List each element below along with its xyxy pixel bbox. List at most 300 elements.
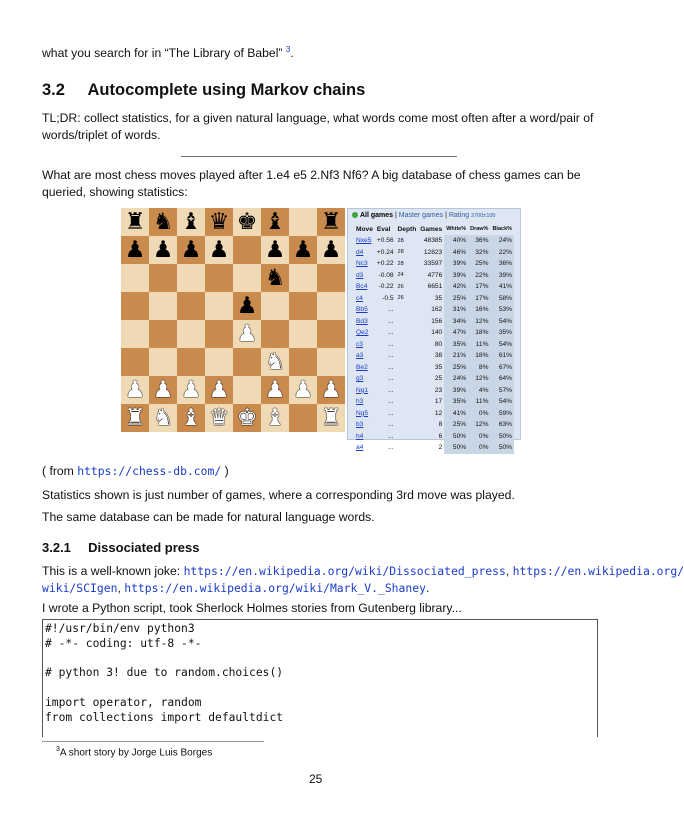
stats-note: Statistics shown is just number of games, where a corresponding 3rd move was played.: [42, 488, 515, 502]
cell-draw-pct: 36%: [468, 235, 490, 247]
board-square[interactable]: [261, 376, 289, 404]
col-move[interactable]: Move: [356, 225, 373, 233]
footnote: [56, 743, 212, 759]
board-square[interactable]: [289, 404, 317, 432]
cell-move[interactable]: a3: [356, 352, 364, 360]
cell-white-pct: 25%: [444, 293, 468, 305]
board-square[interactable]: [121, 292, 149, 320]
cell-games: 4776: [427, 271, 443, 279]
black-pawn-icon[interactable]: ♟: [264, 237, 286, 263]
stats-body: [354, 235, 514, 454]
board-square[interactable]: [149, 404, 177, 432]
cell-black-pct: 57%: [490, 385, 514, 397]
board-square[interactable]: [121, 404, 149, 432]
cell-draw-pct: 18%: [468, 350, 490, 362]
cell-move[interactable]: Qe2: [356, 329, 369, 337]
board-square[interactable]: [289, 208, 317, 236]
stats-row[interactable]: [354, 258, 514, 270]
cell-move[interactable]: Bc4: [356, 283, 368, 291]
board-square[interactable]: [205, 404, 233, 432]
cell-eval: ...: [388, 306, 394, 314]
board-square[interactable]: [121, 376, 149, 404]
cell-move[interactable]: h3: [356, 398, 364, 406]
chess-question: What are most chess moves played after 1.e4 e5 2.Nf3 Nf6? A big database of chess games can be queried, showing statistics:: [42, 168, 581, 199]
board-square[interactable]: [261, 348, 289, 376]
cell-move[interactable]: Nxe5: [356, 237, 372, 245]
cell-move[interactable]: Be2: [356, 363, 368, 371]
intro-line: [42, 41, 602, 62]
cell-white-pct: 25%: [444, 419, 468, 431]
source-open: ( from: [42, 464, 78, 478]
cell-draw-pct: 18%: [468, 327, 490, 339]
board-square[interactable]: [317, 264, 345, 292]
board-square[interactable]: [233, 236, 261, 264]
cell-black-pct: 24%: [490, 235, 514, 247]
stats-row[interactable]: [354, 385, 514, 397]
board-square[interactable]: [149, 292, 177, 320]
board-square[interactable]: [177, 236, 205, 264]
cell-games: 162: [431, 306, 443, 314]
tldr-paragraph: TL;DR: collect statistics, for a given natural language, what words come most often after a word/pair of words/triplet of words.: [42, 111, 594, 142]
cell-eval: +0.24: [376, 248, 394, 256]
white-bishop-icon[interactable]: ♝: [180, 405, 202, 431]
cell-depth: 28: [397, 249, 404, 256]
white-rook-icon[interactable]: ♜: [124, 405, 146, 431]
cell-move[interactable]: g3: [356, 375, 364, 383]
col-black[interactable]: Black%: [492, 226, 513, 232]
cell-games: 23: [434, 386, 443, 394]
footnote-text: A short story by Jorge Luis Borges: [59, 747, 213, 759]
source-line: [42, 463, 229, 480]
stats-row[interactable]: [354, 442, 514, 454]
cell-black-pct: 67%: [490, 362, 514, 374]
cell-eval: ...: [388, 409, 394, 417]
tab-master-games[interactable]: Master games: [398, 212, 444, 219]
white-pawn-icon[interactable]: ♟: [152, 377, 174, 403]
col-eval[interactable]: Eval: [376, 225, 391, 233]
board-square[interactable]: [121, 236, 149, 264]
board-square[interactable]: [149, 236, 177, 264]
col-draw[interactable]: Draw%: [470, 226, 489, 232]
section-heading: [42, 81, 365, 100]
code-line: from collections import defaultdict: [45, 710, 284, 724]
cell-games: 35: [434, 294, 443, 302]
board-square[interactable]: [205, 320, 233, 348]
section-title: Autocomplete using Markov chains: [87, 81, 366, 99]
board-square[interactable]: [289, 348, 317, 376]
cell-depth: [396, 339, 419, 351]
cell-black-pct: 50%: [490, 431, 514, 443]
cell-games: 2: [438, 444, 443, 452]
cell-games: 38: [434, 352, 443, 360]
stats-row[interactable]: [354, 431, 514, 443]
board-square[interactable]: [205, 208, 233, 236]
code-line: #!/usr/bin/env python3: [45, 622, 195, 635]
board-square[interactable]: [177, 320, 205, 348]
code-line: # python 3! due to random.choices(): [45, 666, 284, 680]
cell-black-pct: 58%: [490, 293, 514, 305]
board-square[interactable]: [317, 208, 345, 236]
same-db-note: The same database can be made for natural language words.: [42, 510, 375, 524]
cell-games: 12823: [423, 248, 443, 256]
cell-black-pct: 50%: [490, 442, 514, 454]
cell-games: 35: [434, 363, 443, 371]
rating-label: Rating: [448, 212, 472, 219]
board-square[interactable]: [205, 376, 233, 404]
cell-move[interactable]: d3: [356, 271, 364, 279]
stats-table: [354, 223, 514, 454]
cell-black-pct: 54%: [490, 396, 514, 408]
white-pawn-icon[interactable]: ♟: [320, 377, 342, 403]
board-square[interactable]: [177, 208, 205, 236]
cell-depth: 28: [397, 237, 404, 244]
cell-eval: +0.22: [376, 260, 394, 268]
script-note: I wrote a Python script, took Sherlock Holmes stories from Gutenberg library...: [42, 601, 462, 615]
cell-eval: ...: [388, 375, 394, 383]
footnote-rule: [42, 741, 264, 742]
cell-depth: 24: [397, 272, 404, 279]
cell-depth: 26: [397, 295, 404, 302]
board-square[interactable]: [177, 264, 205, 292]
board-square[interactable]: [233, 320, 261, 348]
board-square[interactable]: [289, 376, 317, 404]
cell-depth: [396, 431, 419, 443]
cell-games: 12: [434, 409, 443, 417]
stats-row[interactable]: [354, 362, 514, 374]
cell-games: 156: [431, 317, 443, 325]
white-knight-icon[interactable]: ♞: [264, 349, 286, 375]
cell-move[interactable]: a4: [356, 444, 364, 452]
board-square[interactable]: [233, 208, 261, 236]
stats-row[interactable]: [354, 327, 514, 339]
cell-black-pct: 36%: [490, 258, 514, 270]
board-square[interactable]: [233, 404, 261, 432]
board-square[interactable]: [177, 404, 205, 432]
white-pawn-icon[interactable]: ♟: [180, 377, 202, 403]
black-rook-icon[interactable]: ♜: [320, 209, 342, 235]
cell-black-pct: 59%: [490, 408, 514, 420]
cell-depth: [396, 373, 419, 385]
subsection-title: Dissociated press: [88, 540, 200, 555]
board-square[interactable]: [317, 348, 345, 376]
board-square[interactable]: [261, 404, 289, 432]
cell-black-pct: 53%: [490, 304, 514, 316]
cell-draw-pct: 0%: [468, 431, 490, 443]
black-knight-icon[interactable]: ♞: [264, 265, 286, 291]
cell-white-pct: 31%: [444, 304, 468, 316]
rating-value: 2700±100: [471, 213, 496, 219]
cell-move[interactable]: c3: [356, 340, 363, 348]
cell-depth: [396, 396, 419, 408]
cell-depth: [396, 385, 419, 397]
cell-draw-pct: 16%: [468, 304, 490, 316]
cell-move[interactable]: c4: [356, 294, 363, 302]
board-square[interactable]: [317, 376, 345, 404]
cell-depth: [396, 408, 419, 420]
board-square[interactable]: [149, 264, 177, 292]
horizontal-rule: [181, 156, 457, 157]
board-square[interactable]: [289, 264, 317, 292]
cell-depth: [396, 442, 419, 454]
cell-white-pct: 35%: [444, 339, 468, 351]
board-square[interactable]: [317, 292, 345, 320]
stats-row[interactable]: [354, 281, 514, 293]
stats-row[interactable]: [354, 373, 514, 385]
stats-row[interactable]: [354, 293, 514, 305]
cell-white-pct: 39%: [444, 270, 468, 282]
black-pawn-icon[interactable]: ♟: [208, 237, 230, 263]
cell-depth: [396, 316, 419, 328]
intro-text: what you search for in “The Library of Babel”: [42, 46, 286, 61]
cell-games: 17: [434, 398, 443, 406]
board-square[interactable]: [149, 348, 177, 376]
cell-white-pct: 41%: [444, 408, 468, 420]
cell-depth: 28: [397, 260, 404, 267]
col-white[interactable]: White%: [446, 226, 467, 232]
stats-row[interactable]: [354, 235, 514, 247]
cell-draw-pct: 17%: [468, 293, 490, 305]
cell-depth: [396, 304, 419, 316]
board-square[interactable]: [205, 348, 233, 376]
source-close: ): [221, 464, 229, 478]
board-square[interactable]: [121, 264, 149, 292]
cell-eval: +0.56: [376, 237, 394, 245]
cell-eval: ...: [388, 329, 394, 337]
tab-all-games[interactable]: All games: [360, 212, 394, 219]
black-pawn-icon[interactable]: ♟: [180, 237, 202, 263]
link-mark-v-shaney[interactable]: https://en.wikipedia.org/wiki/Mark_V._Shaney: [124, 581, 426, 595]
cell-black-pct: 22%: [490, 247, 514, 259]
tab-separator: |: [443, 212, 449, 219]
cell-move[interactable]: Ng1: [356, 386, 369, 394]
cell-black-pct: 41%: [490, 281, 514, 293]
cell-move[interactable]: Bb5: [356, 306, 368, 314]
board-square[interactable]: [177, 376, 205, 404]
cell-white-pct: 50%: [444, 442, 468, 454]
black-rook-icon[interactable]: ♜: [124, 209, 146, 235]
white-pawn-icon[interactable]: ♟: [264, 377, 286, 403]
code-line: # -*- coding: utf-8 -*-: [45, 636, 202, 650]
black-knight-icon[interactable]: ♞: [152, 209, 174, 235]
cell-move[interactable]: Nc3: [356, 260, 368, 268]
white-pawn-icon[interactable]: ♟: [292, 377, 314, 403]
cell-draw-pct: 0%: [468, 408, 490, 420]
link-dissociated-press[interactable]: https://en.wikipedia.org/wiki/Dissociated_press: [183, 564, 506, 578]
stats-row[interactable]: [354, 350, 514, 362]
cell-move[interactable]: Ng5: [356, 409, 369, 417]
black-pawn-icon[interactable]: ♟: [320, 237, 342, 263]
board-square[interactable]: [233, 264, 261, 292]
white-king-icon[interactable]: ♚: [236, 405, 258, 431]
stats-header-row: [354, 223, 514, 235]
cell-white-pct: 25%: [444, 362, 468, 374]
joke-sep: ,: [505, 564, 513, 578]
cell-eval: ...: [388, 340, 394, 348]
board-square[interactable]: [261, 264, 289, 292]
cell-eval: ...: [388, 398, 394, 406]
col-depth[interactable]: Depth: [397, 225, 417, 233]
cell-draw-pct: 11%: [468, 339, 490, 351]
status-dot-icon: [352, 212, 358, 218]
board-square[interactable]: [261, 236, 289, 264]
board-square[interactable]: [261, 292, 289, 320]
cell-eval: -0.5: [382, 294, 394, 302]
cell-black-pct: 39%: [490, 270, 514, 282]
link-scigen-part2[interactable]: wiki/SCIgen: [42, 581, 118, 595]
board-square[interactable]: [261, 208, 289, 236]
white-bishop-icon[interactable]: ♝: [264, 405, 286, 431]
cell-white-pct: 24%: [444, 373, 468, 385]
cell-draw-pct: 12%: [468, 419, 490, 431]
cell-eval: -0.08: [378, 271, 394, 279]
cell-white-pct: 34%: [444, 316, 468, 328]
section-number: 3.2: [42, 81, 65, 99]
subsection-heading: [42, 540, 199, 555]
cell-games: 25: [434, 375, 443, 383]
cell-draw-pct: 32%: [468, 247, 490, 259]
cell-games: 33597: [423, 260, 443, 268]
cell-eval: ...: [388, 421, 394, 429]
col-games[interactable]: Games: [420, 225, 443, 233]
black-bishop-icon[interactable]: ♝: [264, 209, 286, 235]
white-queen-icon[interactable]: ♛: [208, 405, 230, 431]
board-square[interactable]: [121, 208, 149, 236]
black-king-icon[interactable]: ♚: [236, 209, 258, 235]
cell-draw-pct: 25%: [468, 258, 490, 270]
stats-row[interactable]: [354, 408, 514, 420]
cell-white-pct: 21%: [444, 350, 468, 362]
cell-move[interactable]: h4: [356, 432, 364, 440]
stats-row[interactable]: [354, 304, 514, 316]
cell-white-pct: 39%: [444, 385, 468, 397]
white-pawn-icon[interactable]: ♟: [236, 321, 258, 347]
board-square[interactable]: [289, 292, 317, 320]
cell-draw-pct: 12%: [468, 373, 490, 385]
cell-eval: ...: [388, 386, 394, 394]
board-square[interactable]: [149, 320, 177, 348]
cell-black-pct: 35%: [490, 327, 514, 339]
stats-row[interactable]: [354, 316, 514, 328]
cell-draw-pct: 22%: [468, 270, 490, 282]
board-square[interactable]: [233, 348, 261, 376]
code-line: import operator, random: [45, 695, 202, 709]
joke-end: .: [425, 581, 430, 595]
cell-depth: [396, 327, 419, 339]
cell-eval: -0.22: [378, 283, 394, 291]
black-bishop-icon[interactable]: ♝: [180, 209, 202, 235]
board-square[interactable]: [177, 348, 205, 376]
cell-white-pct: 42%: [444, 281, 468, 293]
cell-eval: ...: [388, 352, 394, 360]
board-square[interactable]: [205, 264, 233, 292]
footnote-ref[interactable]: 3: [285, 45, 291, 54]
cell-move[interactable]: b3: [356, 421, 364, 429]
joke-paragraph: [42, 563, 684, 597]
cell-depth: [396, 350, 419, 362]
cell-draw-pct: 17%: [468, 281, 490, 293]
board-square[interactable]: [233, 376, 261, 404]
cell-eval: ...: [388, 444, 394, 452]
cell-eval: ...: [388, 363, 394, 371]
black-pawn-icon[interactable]: ♟: [152, 237, 174, 263]
cell-games: 6651: [427, 283, 443, 291]
board-square[interactable]: [121, 320, 149, 348]
cell-depth: 26: [397, 283, 404, 290]
white-knight-icon[interactable]: ♞: [152, 405, 174, 431]
cell-eval: ...: [388, 317, 394, 325]
black-pawn-icon[interactable]: ♟: [292, 237, 314, 263]
board-square[interactable]: [289, 236, 317, 264]
cell-black-pct: 54%: [490, 339, 514, 351]
joke-sep: ,: [117, 581, 125, 595]
black-queen-icon[interactable]: ♛: [208, 209, 230, 235]
cell-eval: ...: [388, 432, 394, 440]
board-square[interactable]: [149, 208, 177, 236]
board-square[interactable]: [121, 348, 149, 376]
board-square[interactable]: [317, 320, 345, 348]
cell-white-pct: 35%: [444, 396, 468, 408]
chess-stats-panel: [347, 208, 521, 452]
stats-tabs: [348, 209, 520, 223]
board-square[interactable]: [317, 236, 345, 264]
intro-end: .: [290, 46, 294, 61]
board-square[interactable]: [177, 292, 205, 320]
board-square[interactable]: [233, 292, 261, 320]
cell-games: 6: [438, 432, 443, 440]
subsection-number: 3.2.1: [42, 540, 71, 555]
code-block: [42, 619, 598, 737]
cell-games: 140: [431, 329, 443, 337]
cell-move[interactable]: d4: [356, 248, 364, 256]
joke-prefix: This is a well-known joke:: [42, 564, 184, 578]
stats-row[interactable]: [354, 270, 514, 282]
cell-games: 80: [434, 340, 443, 348]
black-pawn-icon[interactable]: ♟: [124, 237, 146, 263]
board-square[interactable]: [261, 320, 289, 348]
cell-draw-pct: 12%: [468, 316, 490, 328]
cell-draw-pct: 0%: [468, 442, 490, 454]
link-scigen-part1[interactable]: https://en.wikipedia.org/: [512, 564, 684, 578]
cell-white-pct: 50%: [444, 431, 468, 443]
white-pawn-icon[interactable]: ♟: [124, 377, 146, 403]
cell-black-pct: 63%: [490, 419, 514, 431]
stats-row[interactable]: [354, 339, 514, 351]
cell-games: 48385: [423, 237, 443, 245]
board-square[interactable]: [317, 404, 345, 432]
page-number: 25: [309, 772, 323, 786]
cell-black-pct: 64%: [490, 373, 514, 385]
tab-rating[interactable]: [449, 212, 496, 219]
stats-row[interactable]: [354, 419, 514, 431]
stats-row[interactable]: [354, 396, 514, 408]
stats-row[interactable]: [354, 247, 514, 259]
cell-white-pct: 40%: [444, 235, 468, 247]
tab-separator: |: [393, 212, 399, 219]
cell-move[interactable]: Bd3: [356, 317, 368, 325]
cell-black-pct: 54%: [490, 316, 514, 328]
board-square[interactable]: [289, 320, 317, 348]
cell-white-pct: 39%: [444, 258, 468, 270]
board-square[interactable]: [205, 236, 233, 264]
cell-draw-pct: 8%: [468, 362, 490, 374]
white-rook-icon[interactable]: ♜: [320, 405, 342, 431]
board-square[interactable]: [149, 376, 177, 404]
cell-white-pct: 47%: [444, 327, 468, 339]
source-link[interactable]: https://chess-db.com/: [77, 464, 222, 478]
board-square[interactable]: [205, 292, 233, 320]
white-pawn-icon[interactable]: ♟: [208, 377, 230, 403]
black-pawn-icon[interactable]: ♟: [236, 293, 258, 319]
